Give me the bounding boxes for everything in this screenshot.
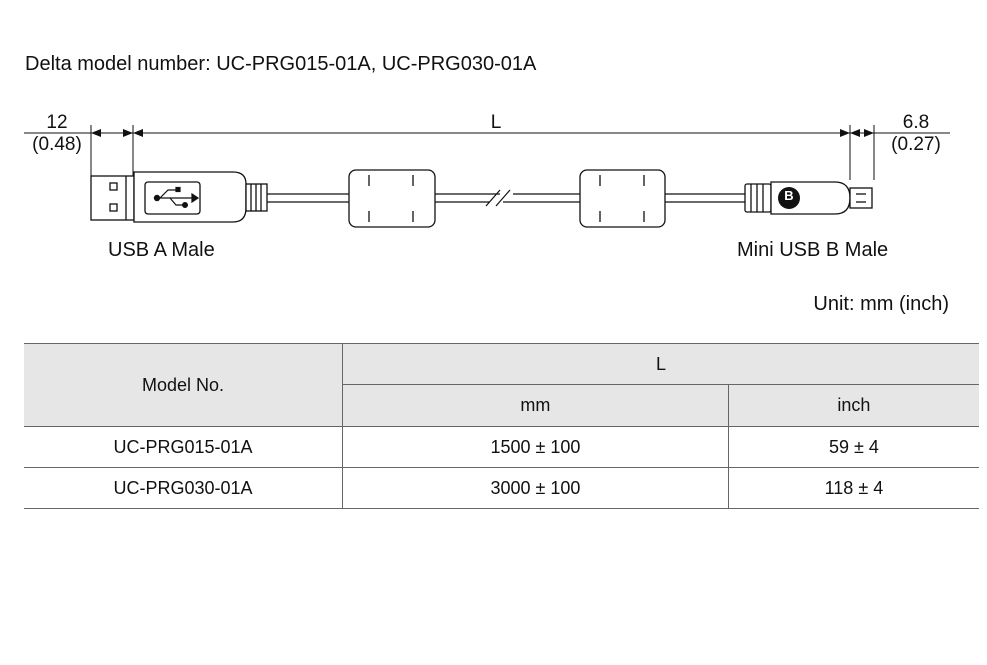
dimension-left bbox=[24, 112, 90, 156]
cell-inch: 118 ± 4 bbox=[728, 468, 979, 509]
header-mm: mm bbox=[343, 385, 729, 427]
ferrite-core-right bbox=[580, 170, 665, 227]
dimension-right-mm: 6.8 bbox=[902, 112, 930, 133]
table-row bbox=[24, 427, 979, 468]
usb-a-label: USB A Male bbox=[108, 239, 215, 261]
dimension-right bbox=[880, 112, 952, 156]
cell-mm: 3000 ± 100 bbox=[343, 468, 729, 509]
mini-usb-b-label: Mini USB B Male bbox=[737, 239, 889, 261]
header-model: Model No. bbox=[24, 344, 343, 427]
dimension-left-mm: 12 bbox=[46, 112, 68, 133]
dimension-length: L bbox=[490, 112, 502, 133]
mini-usb-b-plug bbox=[745, 182, 872, 214]
usb-a-plug bbox=[91, 172, 267, 222]
page-title: Delta model number: UC-PRG015-01A, UC-PRG030-01A bbox=[25, 53, 537, 75]
cell-inch: 59 ± 4 bbox=[728, 427, 979, 468]
cell-mm: 1500 ± 100 bbox=[343, 427, 729, 468]
plug-letter: B bbox=[784, 188, 794, 203]
ferrite-core-left bbox=[349, 170, 435, 227]
strain-relief-left bbox=[246, 184, 267, 211]
cell-model: UC-PRG030-01A bbox=[24, 468, 343, 509]
table-row bbox=[24, 468, 979, 509]
cable bbox=[267, 190, 745, 206]
length-table bbox=[24, 343, 979, 509]
header-inch: inch bbox=[728, 385, 979, 427]
dimension-right-inch: (0.27) bbox=[891, 134, 941, 155]
header-length: L bbox=[343, 344, 980, 385]
cell-model: UC-PRG015-01A bbox=[24, 427, 343, 468]
dimension-left-inch: (0.48) bbox=[32, 134, 82, 155]
unit-note: Unit: mm (inch) bbox=[813, 293, 949, 315]
